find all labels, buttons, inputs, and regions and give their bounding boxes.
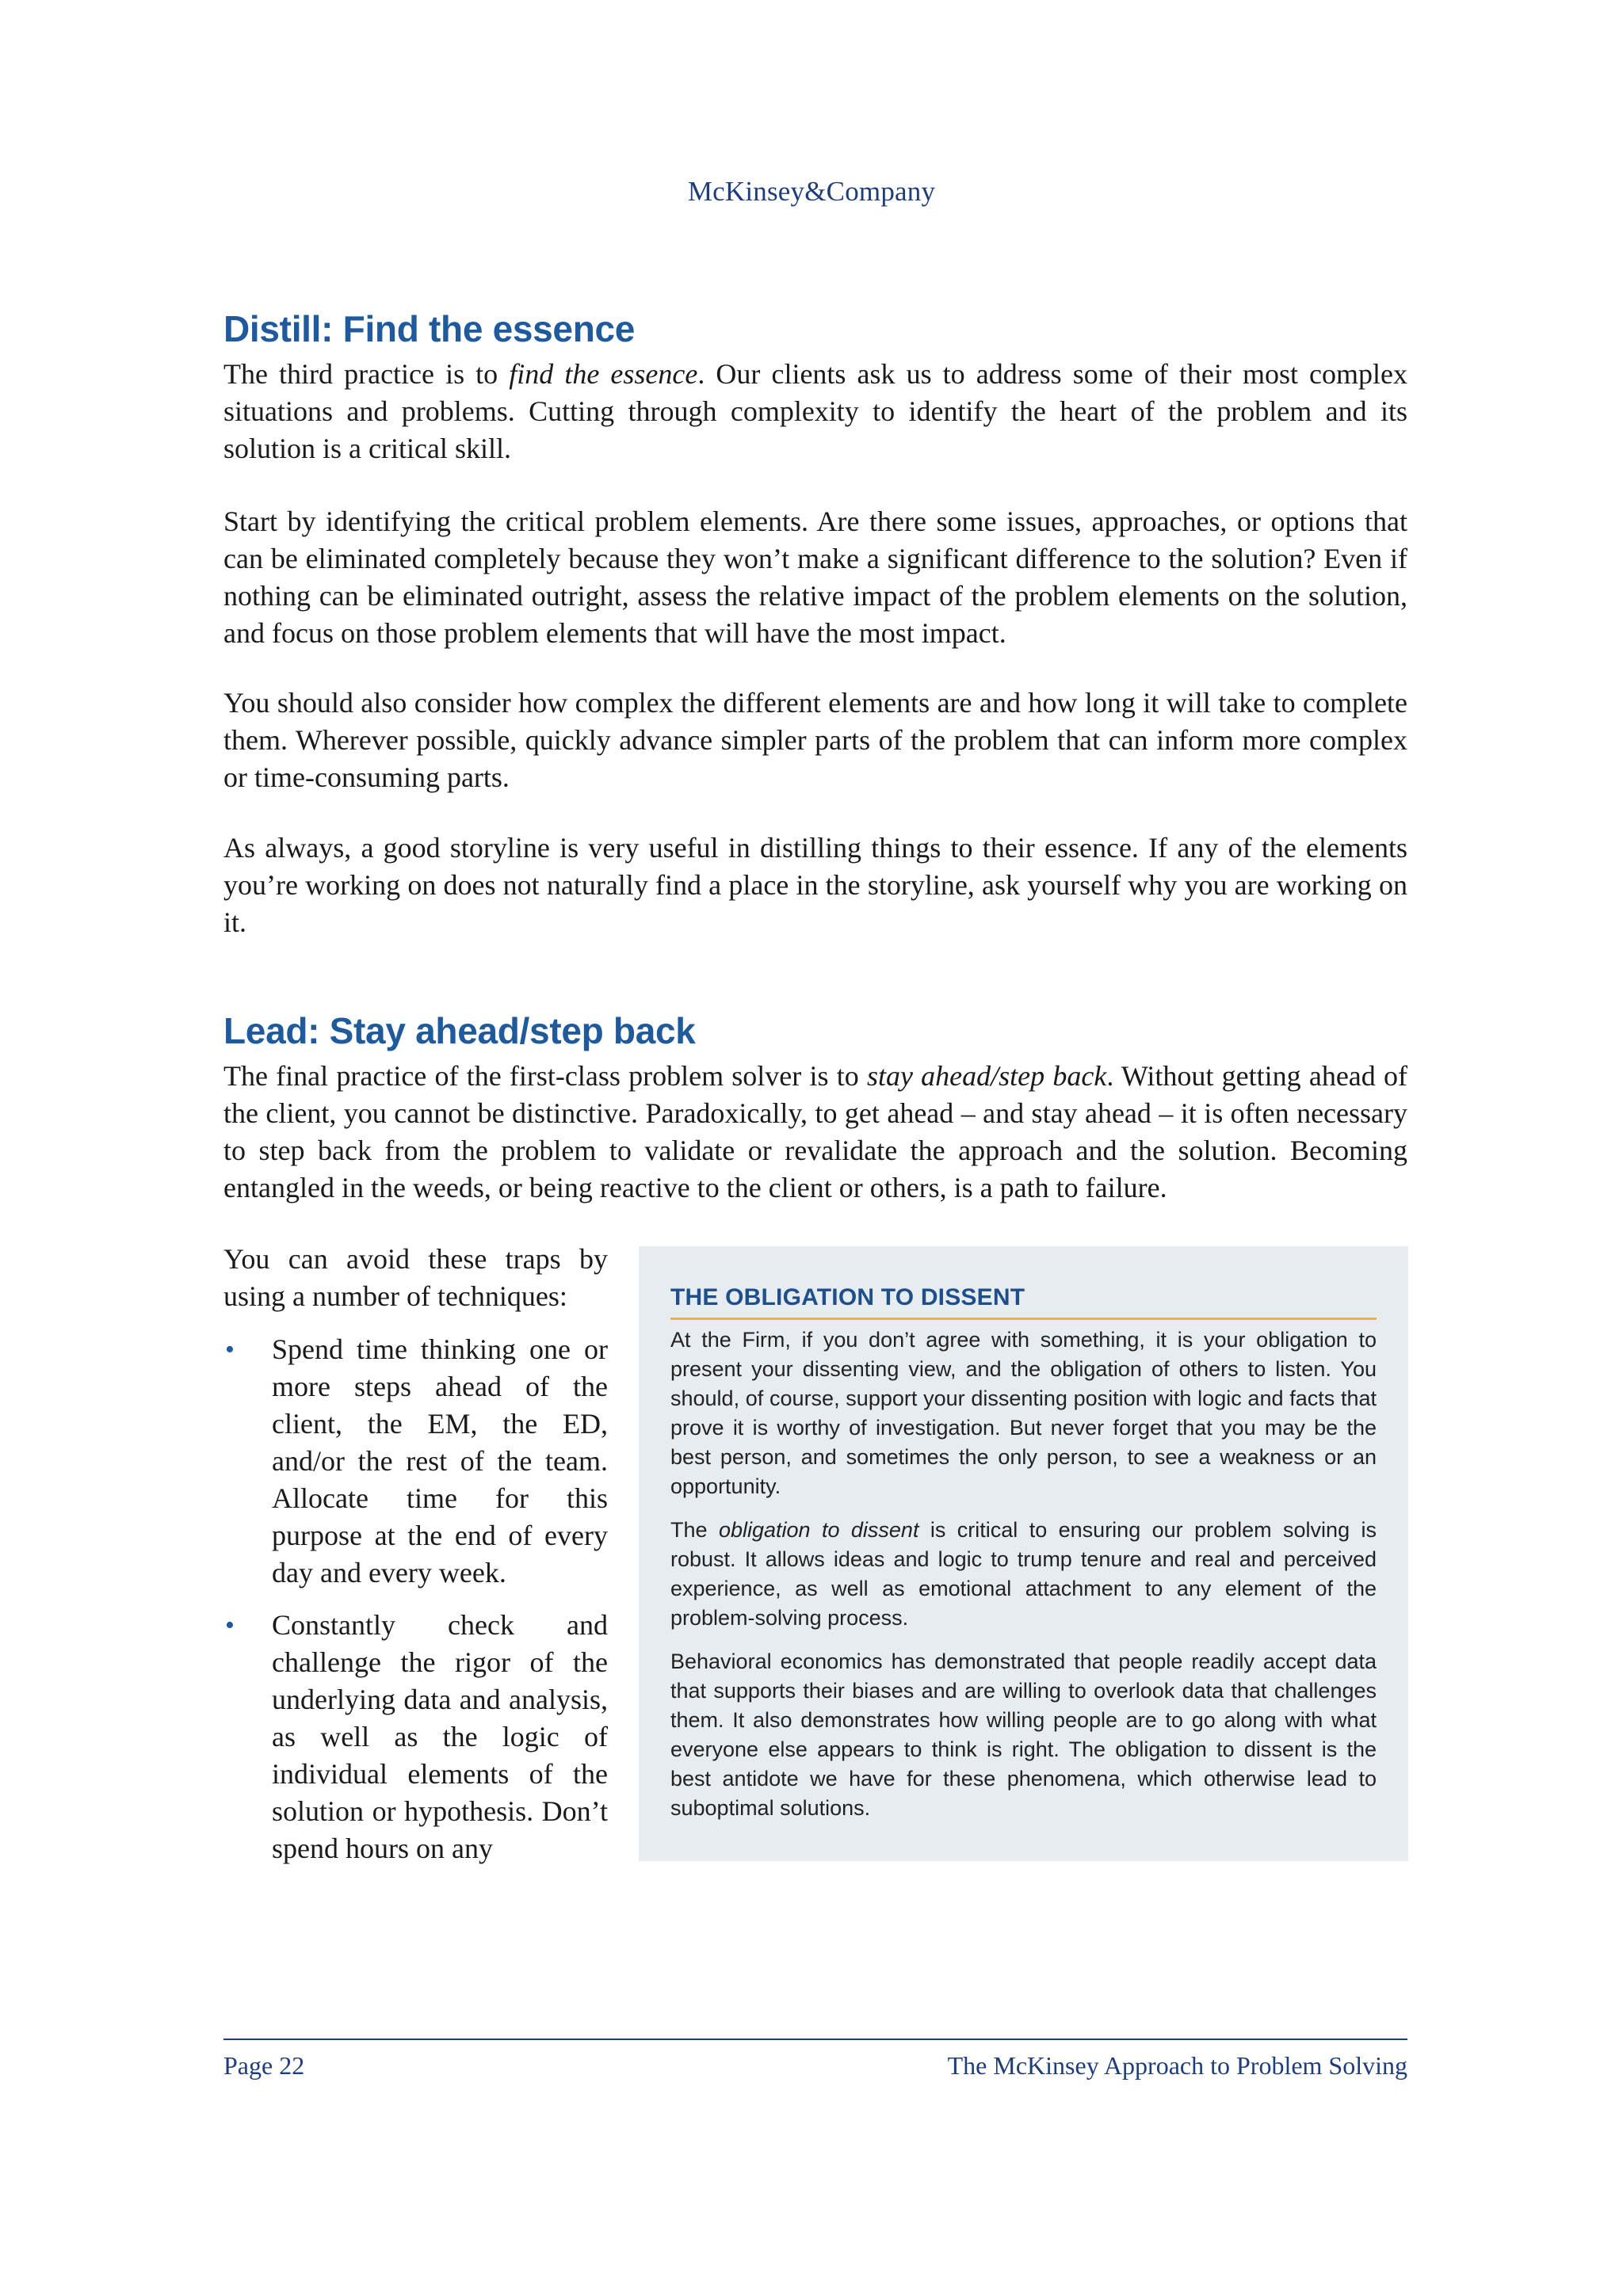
box-title: THE OBLIGATION TO DISSENT	[670, 1284, 1025, 1310]
bullet-icon: •	[225, 1611, 235, 1640]
box-paragraph: Behavioral economics has demonstrated that people readily accept data that supports their biases and are willing to overlook data that challenges them. It also demonstrates how willing people are to go along with what everyone else appears to think is right. The obligation to dissent is the best antidote we have for these phenomena, which otherwise lead to suboptimal solutions.	[670, 1650, 1377, 1820]
text-run: The final practice of the first-class problem solver is to	[223, 1060, 867, 1092]
paragraph: As always, a good storyline is very useful in distilling things to their essence. If any of the elements you’re working on does not naturally find a place in the storyline, ask yourself why you are working on it.	[223, 832, 1407, 938]
techniques-intro: You can avoid these traps by using a number of techniques:	[223, 1243, 608, 1312]
sidebar-box	[639, 1246, 1408, 1861]
text-run: is critical to ensuring our problem solving is robust. It allows ideas and logic to trump tenure and real and perceived experience, as well as emotional attachment to any element of the problem-solving process.	[670, 1518, 1377, 1630]
box-title-rule	[670, 1318, 1377, 1320]
techniques-column	[223, 1241, 608, 1882]
bullet-icon: •	[225, 1335, 235, 1364]
emphasis: find the essence	[509, 358, 698, 390]
techniques-list	[223, 1331, 608, 1867]
footer-divider	[223, 2039, 1407, 2040]
box-paragraph: At the Firm, if you don’t agree with something, it is your obligation to present your dissenting view, and the obligation of others to listen. You should, of course, support your dissenting position with logic and facts that prove it is worthy of investigation. But never forget that you may be the best person, and sometimes the only person, to see a weakness or an opportunity.	[670, 1328, 1377, 1498]
paragraph: Start by identifying the critical problem elements. Are there some issues, approaches, or options that can be eliminated completely because they won’t make a significant difference to the solution? Even if nothing can be eliminated outright, assess the relative impact of the problem elements on the solution, and focus on those problem elements that will have the most impact.	[223, 505, 1407, 649]
list-item-text: Constantly check and challenge the rigor of the underlying data and analysis, as well as the logic of individual elements of the solution or hypothesis. Don’t spend hours on any	[272, 1609, 608, 1864]
paragraph: You should also consider how complex the different elements are and how long it will take to complete them. Wherever possible, quickly advance simpler parts of the problem that can inform more complex or time-consuming parts.	[223, 687, 1407, 793]
text-run: The	[670, 1518, 719, 1542]
section-heading-distill: Distill: Find the essence	[223, 308, 636, 349]
brand-header: McKinsey&Company	[687, 176, 936, 207]
paragraph	[223, 356, 1407, 467]
footer-title: The McKinsey Approach to Problem Solving	[947, 2051, 1407, 2080]
emphasis: stay ahead/step back	[866, 1060, 1107, 1092]
page-number: Page 22	[223, 2051, 305, 2080]
section-heading-lead: Lead: Stay ahead/step back	[223, 1010, 696, 1051]
emphasis: obligation to dissent	[718, 1518, 919, 1542]
list-item	[223, 1331, 608, 1592]
text-run: . Without getting ahead of the client, you cannot be distinctive. Paradoxically, to get ahead – and stay ahead – it is often necessary to step back from the problem to validate or revalidate the approach and the solution. Becoming entangled in the weeds, or being reactive to the client or others, is a path to failure.	[223, 1060, 1407, 1203]
list-item-text: Spend time thinking one or more steps ahead of the client, the EM, the ED, and/or the rest of the team. Allocate time for this purpose at the end of every day and every week.	[272, 1333, 608, 1589]
box-paragraph	[670, 1516, 1377, 1633]
paragraph	[223, 1058, 1407, 1207]
box-body	[670, 1325, 1377, 1837]
text-run: . Our clients ask us to address some of their most complex situations and problems. Cutting through complexity to identify the heart of the problem and its solution is a critical skill.	[223, 358, 1407, 464]
text-run: The third practice is to	[223, 358, 510, 390]
list-item	[223, 1607, 608, 1867]
